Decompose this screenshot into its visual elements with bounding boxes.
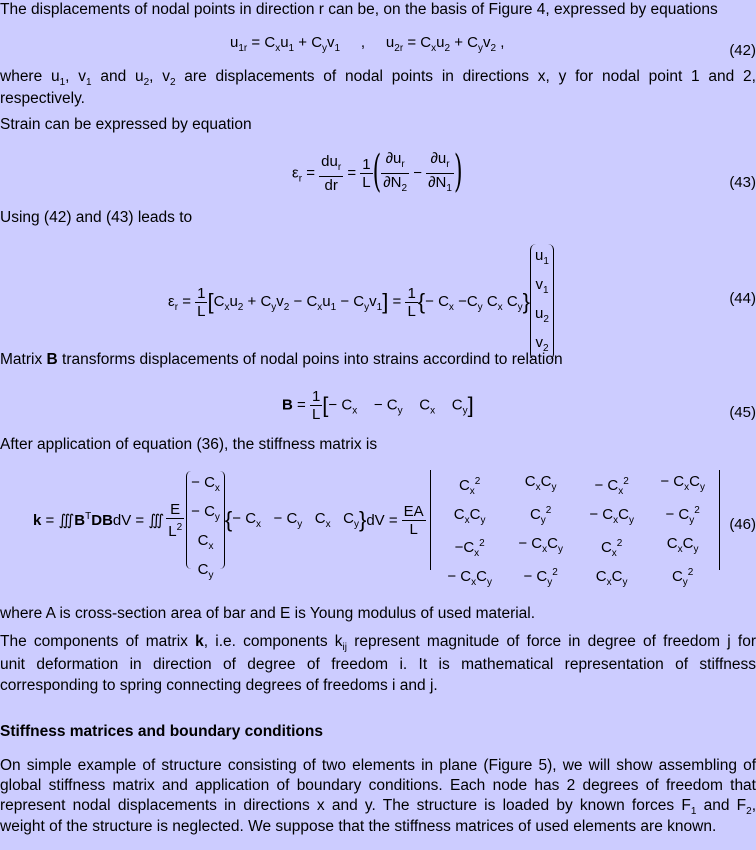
paragraph-example-2: global stiffness matrix and application of boundary conditions. Each node has 2 degrees of freedom that <box>0 777 756 794</box>
equation-44: $\varepsilon_r$ = $\frac{1}{L}$ $[C_xu_2 + C_yv_2 - C_xu_1 - C_yv_1]$ = $\frac{1}{L}$ {− $C_x -C_y$ $C_x$ $C_y$} $u_1$ $v_1$ $u_2$ $v_2$ <box>168 244 554 360</box>
paragraph-after-application: After application of equation (36), the stiffness matrix is <box>0 436 378 453</box>
equation-number-46: (46) <box>729 516 756 533</box>
paragraph-example-3: represent nodal displacements in directions x and y. The structure is loaded by known forces $F_1$ and $F_2$, <box>0 797 756 818</box>
equation-46: $k = ∭B^TDBdV$ = ∭ $\frac{E}{L^2}$ − $C_x$ − $C_y$ $C_x$ $C_y$ { − $C_x - C_y$ $C_x$ $C_y$ } dV = $\frac{EA}{L}$ $C_x^2$ $C_xC_y$ $-C_x^2$ − $C_xC_y$ $C_xC_y$ $C_y^2$ − $C_xC_y$ − $C_y^2$ − $C_x^2$ − $C_xC_y$ $C_x^2$ $C_xC_y$ − $C_xC_y$ − $C_y^2$ $C_xC_y$ $C_y^2$ <box>33 468 720 572</box>
paragraph-example-4: weight of the structure is neglected. We suppose that the stiffness matrices of used elements are known. <box>0 818 717 835</box>
section-heading: Stiffness matrices and boundary conditions <box>0 723 323 740</box>
paragraph-intro: The displacements of nodal points in direction r can be, on the basis of Figure 4, expressed by equations <box>0 1 718 18</box>
equation-42: $u_{1r} = C_xu_1 + C_yv_1$ , $u_{2r} = C_xu_2 + C_yv_2$ , <box>230 34 505 54</box>
equation-number-43: (43) <box>729 174 756 191</box>
paragraph-area-young: where A is cross-section area of bar and E is Young modulus of used material. <box>0 605 536 622</box>
equation-number-44: (44) <box>729 290 756 307</box>
paragraph-where-2: respectively. <box>0 90 85 107</box>
paragraph-using: Using (42) and (43) leads to <box>0 209 193 226</box>
paragraph-strain: Strain can be expressed by equation <box>0 116 252 133</box>
equation-number-42: (42) <box>729 42 756 59</box>
paragraph-components-3: corresponding to spring connecting degrees of freedoms i and j. <box>0 677 438 694</box>
paragraph-matrix-b: Matrix B transforms displacements of nodal poins into strains accordind to relation <box>0 351 563 368</box>
equation-number-45: (45) <box>729 404 756 421</box>
paragraph-example-1: On simple example of structure consisting of two elements in plane (Figure 5), we will show assembling of <box>0 757 756 774</box>
equation-43: $\varepsilon_r$ = $\frac{du_r}{dr}$ = $\frac{1}{L}$ ( $\frac{\partial u_r}{\partial N_2}$ − $\frac{\partial u_r}{\partial N_1}$ ) <box>292 147 463 198</box>
paragraph-components-2: unit deformation in direction of degree of freedom i. It is mathematical representation of stiffness <box>0 656 756 673</box>
equation-45: B = $\frac{1}{L}$ [− $C_x$ − $C_y$ $C_x$ $C_y$] <box>282 388 474 423</box>
paragraph-components-1: The components of matrix k, i.e. components $k_{ij}$ represent magnitude of force in degree of freedom j for <box>0 633 756 654</box>
paragraph-where-1: where $u_1$, $v_1$ and $u_2$, $v_2$ are displacements of nodal points in directions x, y for nodal point 1 and 2, <box>0 68 756 89</box>
